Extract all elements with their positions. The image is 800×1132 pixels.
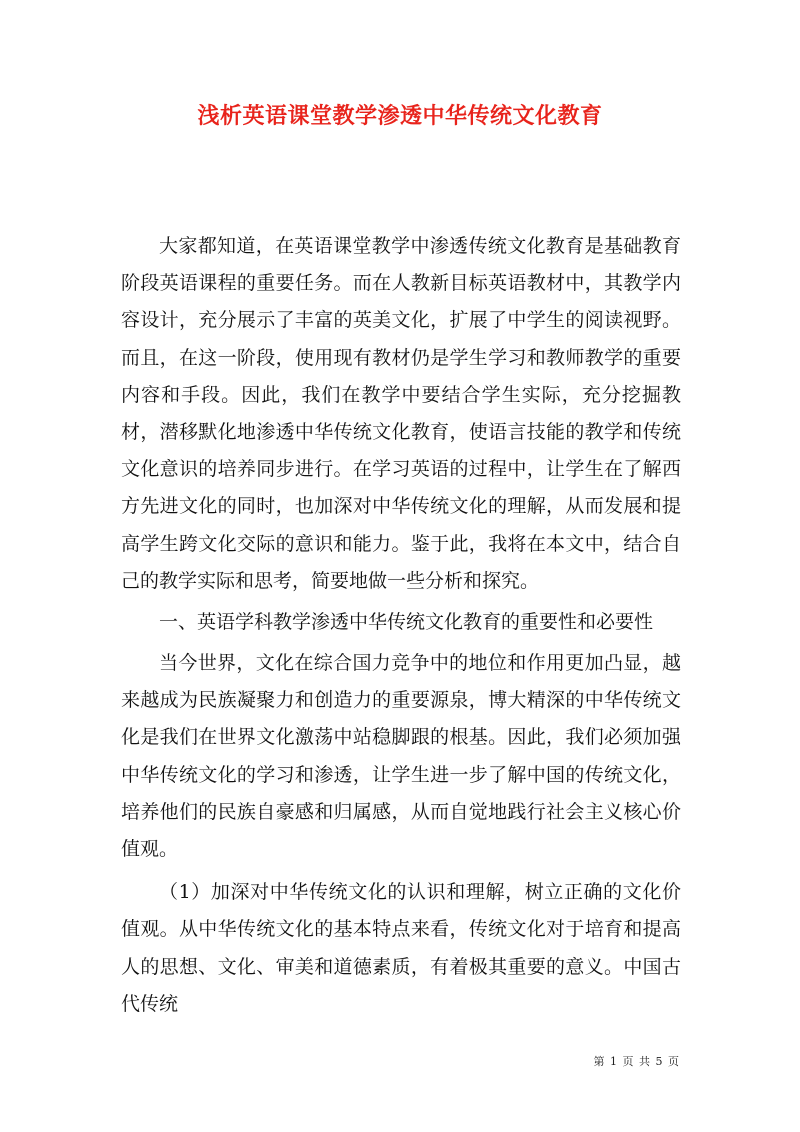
section-heading: 一、英语学科教学渗透中华传统文化教育的重要性和必要性 — [159, 611, 654, 634]
subsection-paragraph: （1）加深对中华传统文化的认识和理解，树立正确的文化价值观。从中华传统文化的基本特点来看，传统文化对于培育和提高人的思想、文化、审美和道德素质，有着极其重要的意义。中国古代传统 — [121, 881, 681, 1015]
section-body-paragraph: 当今世界，文化在综合国力竞争中的地位和作用更加凸显，越来越成为民族凝聚力和创造力的重要源泉，博大精深的中华传统文化是我们在世界文化激荡中站稳脚跟的根基。因此，我们必须加强中华传统文化的学习和渗透，让学生进一步了解中国的传统文化，培养他们的民族自豪感和归属感，从而自觉地践行社会主义核心价值观。 — [121, 652, 681, 861]
document-title: 浅析英语课堂教学渗透中华传统文化教育 — [197, 103, 603, 129]
page-number-footer: 第 1 页 共 5 页 — [593, 1055, 680, 1068]
intro-paragraph: 大家都知道，在英语课堂教学中渗透传统文化教育是基础教育阶段英语课程的重要任务。而在人教新目标英语教材中，其教学内容设计，充分展示了丰富的英美文化，扩展了中学生的阅读视野。而且，在这一阶段，使用现有教材仍是学生学习和教师教学的重要内容和手段。因此，我们在教学中要结合学生实际，充分挖掘教材，潜移默化地渗透中华传统文化教育，使语言技能的教学和传统文化意识的培养同步进行。在学习英语的过程中，让学生在了解西方先进文化的同时，也加深对中华传统文化的理解，从而发展和提高学生跨文化交际的意识和能力。鉴于此，我将在本文中，结合自己的教学实际和思考，简要地做一些分析和探究。 — [121, 235, 681, 592]
document-body — [121, 228, 681, 1023]
